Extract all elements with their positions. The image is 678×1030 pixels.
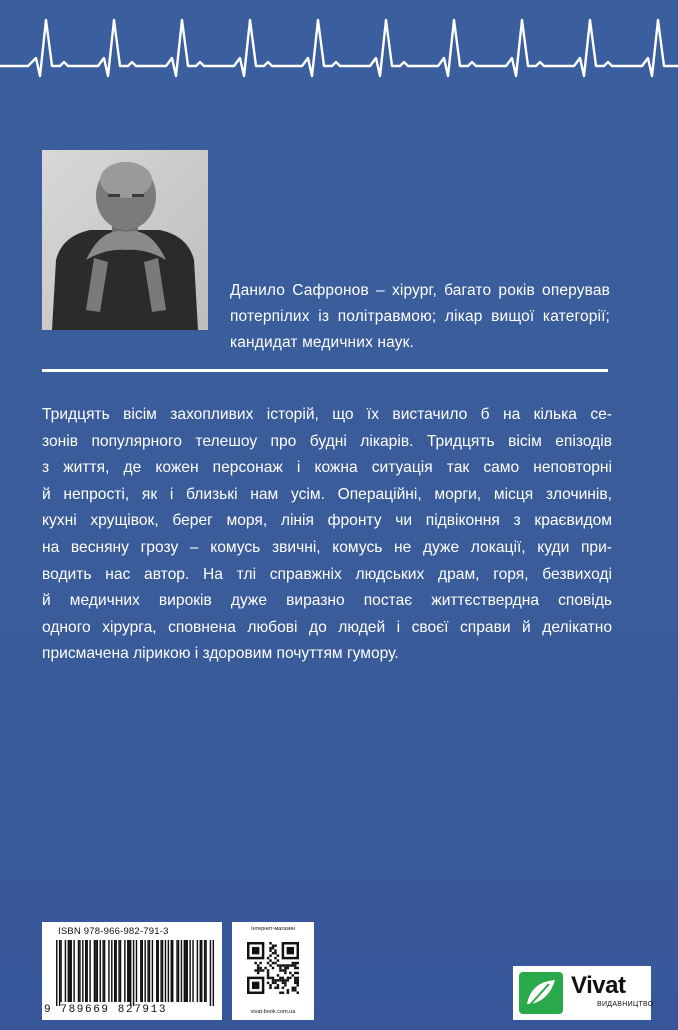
publisher-logo [513,966,654,1020]
description-line: одного хірурга, сповнена любові до людей і своєї справи й делікатно [42,618,612,636]
description-line: й непрості, як і близькі нам усім. Операційні, морги, місця злочинів, [42,485,612,503]
ecg-heartbeat-line [0,0,678,80]
description-line: зонів популярного телешоу про будні лікарів. Тридцять вісім епізодів [42,432,612,450]
author-photo [42,150,208,330]
author-bio: Данило Сафронов – хірург, багато років оперував потерпілих із політравмою; лікар вищої категорії; кандидат медичних наук. [230,281,610,351]
qr-code-icon [247,942,299,994]
description-line: водить нас автор. На тлі справжніх людських драм, горя, безвиході [42,565,612,583]
shop-qr-code [232,922,314,1020]
description-line: Тридцять вісім захопливих історій, що їх вистачило б на кілька се- [42,406,612,423]
barcode-digits: 9 789669 827913 [44,1004,168,1016]
description-line: кухні хрущівок, берег моря, лінія фронту чи підвіконня з краєвидом [42,512,612,530]
publisher-name: Vivat [571,972,626,999]
vivat-leaf-icon [519,972,563,1014]
section-divider [42,369,608,372]
isbn-barcode [42,922,222,1020]
description-line: на весняну грозу – комусь звичні, комусь не дуже локації, куди при- [42,538,612,556]
description-line: з життя, де кожен персонаж і кожна ситуація так само неповторні [42,459,612,477]
isbn-number: ISBN 978-966-982-791-3 [58,926,169,937]
publisher-subtitle: ВИДАВНИЦТВО [597,1001,654,1008]
description-line: присмачена лірикою і здоровим почуттям гумору. [42,645,399,663]
description-line: й медичних вироків дуже виразно постає життєствердна сповідь [42,592,612,610]
qr-caption-top: Інтернет-магазин [251,926,295,932]
qr-caption-url: vivat-book.com.ua [250,1009,296,1015]
book-description [42,402,612,668]
